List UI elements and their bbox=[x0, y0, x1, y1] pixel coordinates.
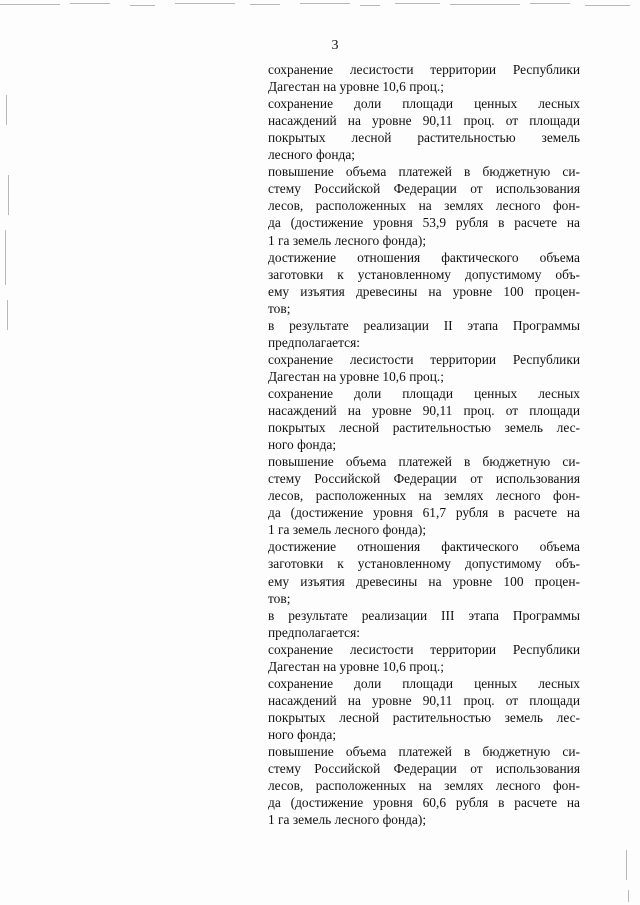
text-line: сохранение лесистости территории Республики bbox=[268, 351, 580, 367]
text-line: стему Российской Федерации от использования bbox=[268, 761, 580, 777]
text-line: предполагается: bbox=[268, 334, 360, 350]
scan-mark bbox=[250, 4, 280, 5]
text-line: ного фонда; bbox=[268, 726, 337, 742]
text-line: 1 га земель лесного фонда); bbox=[268, 232, 427, 248]
text-line: тов; bbox=[268, 300, 291, 316]
text-line: Дагестан на уровне 10,6 проц.; bbox=[268, 658, 444, 674]
text-line: да (достижение уровня 60,6 рубля в расчете на bbox=[268, 795, 580, 811]
text-line: ного фонда; bbox=[268, 437, 337, 453]
text-line: в результате реализации III этапа Программы bbox=[268, 607, 580, 623]
text-line: покрытых лесной растительностью земель лес- bbox=[268, 420, 580, 436]
text-line: стему Российской Федерации от использования bbox=[268, 181, 580, 197]
text-line: лесного фонда; bbox=[268, 147, 355, 163]
text-line: сохранение доли площади ценных лесных bbox=[268, 96, 580, 112]
scan-mark bbox=[5, 230, 6, 285]
text-line: сохранение доли площади ценных лесных bbox=[268, 675, 580, 691]
text-line: заготовки к установленному допустимому объ- bbox=[268, 556, 580, 572]
text-line: насаждений на уровне 90,11 проц. от площади bbox=[268, 403, 580, 418]
text-line: тов; bbox=[268, 590, 291, 606]
scan-mark bbox=[300, 3, 350, 4]
text-line: 1 га земель лесного фонда); bbox=[268, 812, 427, 828]
text-line: Дагестан на уровне 10,6 проц.; bbox=[268, 368, 444, 384]
scan-mark bbox=[8, 175, 9, 215]
text-line: лесов, расположенных на землях лесного фон- bbox=[268, 488, 580, 504]
scan-mark bbox=[395, 3, 440, 4]
scan-mark bbox=[175, 3, 235, 4]
scan-mark bbox=[70, 3, 110, 4]
text-line: насаждений на уровне 90,11 проц. от площади bbox=[268, 692, 580, 708]
text-line: да (достижение уровня 61,7 рубля в расчете на bbox=[268, 505, 580, 521]
scan-mark bbox=[626, 850, 627, 880]
text-line: сохранение лесистости территории Республики bbox=[268, 62, 580, 77]
scan-mark bbox=[530, 3, 570, 4]
scan-mark bbox=[450, 4, 520, 5]
scan-mark bbox=[628, 890, 629, 902]
text-line: покрытых лесной растительностью земель лес- bbox=[268, 709, 580, 725]
scan-mark bbox=[0, 4, 60, 5]
text-line: повышение объема платежей в бюджетную си- bbox=[268, 454, 580, 470]
text-line: повышение объема платежей в бюджетную си- bbox=[268, 164, 580, 180]
text-line: 1 га земель лесного фонда); bbox=[268, 522, 427, 538]
scan-mark bbox=[7, 300, 8, 330]
scan-mark bbox=[585, 5, 630, 6]
text-line: сохранение лесистости территории Республики bbox=[268, 641, 580, 657]
text-line: достижение отношения фактического объема bbox=[268, 249, 580, 265]
text-line: в результате реализации II этапа Программы bbox=[268, 317, 580, 333]
scan-mark bbox=[6, 95, 7, 125]
text-line: ему изъятия древесины на уровне 100 процен- bbox=[268, 283, 580, 299]
text-line: покрытых лесной растительностью земель bbox=[268, 130, 580, 146]
text-line: заготовки к установленному допустимому объ- bbox=[268, 266, 580, 282]
text-line: достижение отношения фактического объема bbox=[268, 539, 580, 555]
text-line: сохранение доли площади ценных лесных bbox=[268, 385, 580, 401]
text-line: насаждений на уровне 90,11 проц. от площади bbox=[268, 113, 580, 129]
text-line: Дагестан на уровне 10,6 проц.; bbox=[268, 79, 444, 95]
scan-mark bbox=[360, 5, 380, 6]
text-line: стему Российской Федерации от использования bbox=[268, 471, 580, 487]
scan-mark bbox=[130, 5, 155, 6]
text-line: предполагается: bbox=[268, 624, 360, 640]
text-line: лесов, расположенных на землях лесного фон- bbox=[268, 198, 580, 214]
text-line: да (достижение уровня 53,9 рубля в расчете на bbox=[268, 215, 580, 231]
text-line: повышение объема платежей в бюджетную си- bbox=[268, 744, 580, 759]
page-number: 3 bbox=[331, 38, 339, 53]
text-line: лесов, расположенных на землях лесного фон- bbox=[268, 778, 580, 794]
text-line: ему изъятия древесины на уровне 100 процен- bbox=[268, 573, 580, 589]
